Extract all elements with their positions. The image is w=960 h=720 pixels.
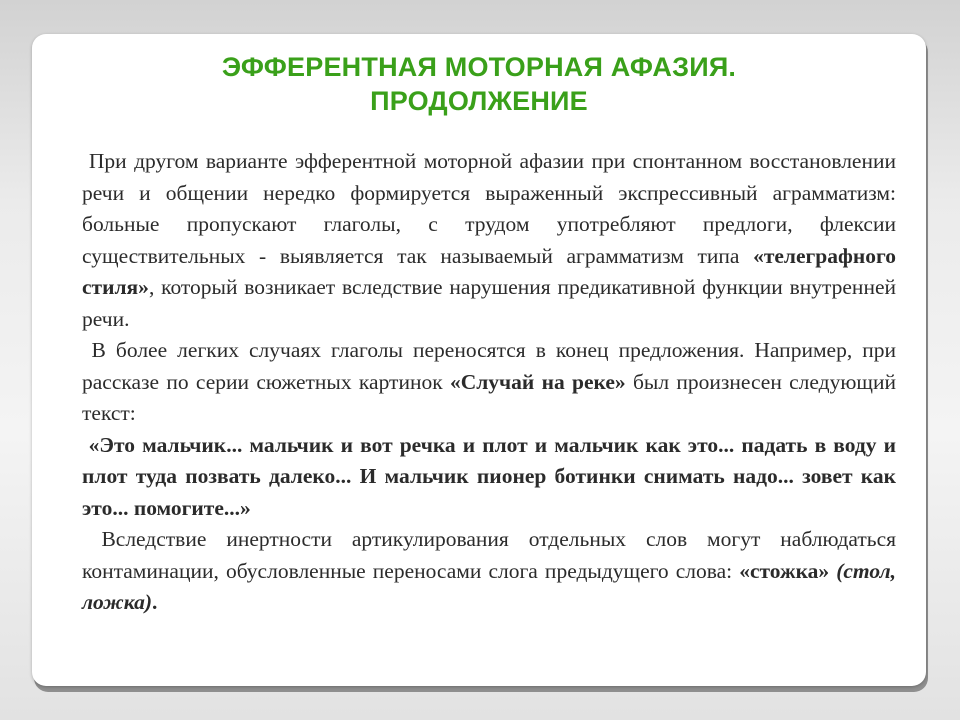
p1-bold-term: «телеграфного стиля» xyxy=(82,243,896,299)
slide-body xyxy=(82,146,896,619)
p1-text-b: , который возникает вследствие нарушения предикативной функции внутренней речи. xyxy=(82,275,896,331)
title-line-1: ЭФФЕРЕНТНАЯ МОТОРНАЯ АФАЗИЯ. xyxy=(221,52,737,82)
paragraph-4 xyxy=(82,524,896,619)
p3-quote-text: «Это мальчик... мальчик и вот речка и плот и мальчик как это... падать в воду и плот туда позвать далеко... И мальчик пионер ботинки снимать надо... зовет как это... помогите...» xyxy=(82,432,897,520)
p4-end: . xyxy=(152,590,158,614)
paragraph-3-quote xyxy=(82,430,896,525)
p2-text-a: В более легких случаях глаголы переносятся в конец предложения. Например, при рассказе по серии сюжетных картинок xyxy=(82,338,897,394)
p2-bold-term: «Случай на реке» xyxy=(449,369,626,394)
title-line-2: ПРОДОЛЖЕНИЕ xyxy=(370,86,588,116)
p4-bold-italic-term: (стол, ложка) xyxy=(82,558,896,614)
p4-text-a: Вследствие инертности артикулирования отдельных слов могут наблюдаться контаминации, обусловленные переносами слога предыдущего слова: xyxy=(82,527,896,583)
paragraph-2 xyxy=(82,335,896,430)
p2-text-b: был произнесен следующий текст: xyxy=(82,369,896,425)
p4-bold-term: «стожка» xyxy=(739,558,830,583)
paragraph-1 xyxy=(82,146,896,335)
p1-text-a: При другом варианте эфферентной моторной афазии при спонтанном восстановлении речи и общении нередко формируется выраженный экспрессивный аграмматизм: больные пропускают глаголы, с трудом употребляют предлоги, флексии существительных - выявляется так называемый аграмматизм типа xyxy=(82,149,896,268)
slide-title xyxy=(32,50,926,118)
